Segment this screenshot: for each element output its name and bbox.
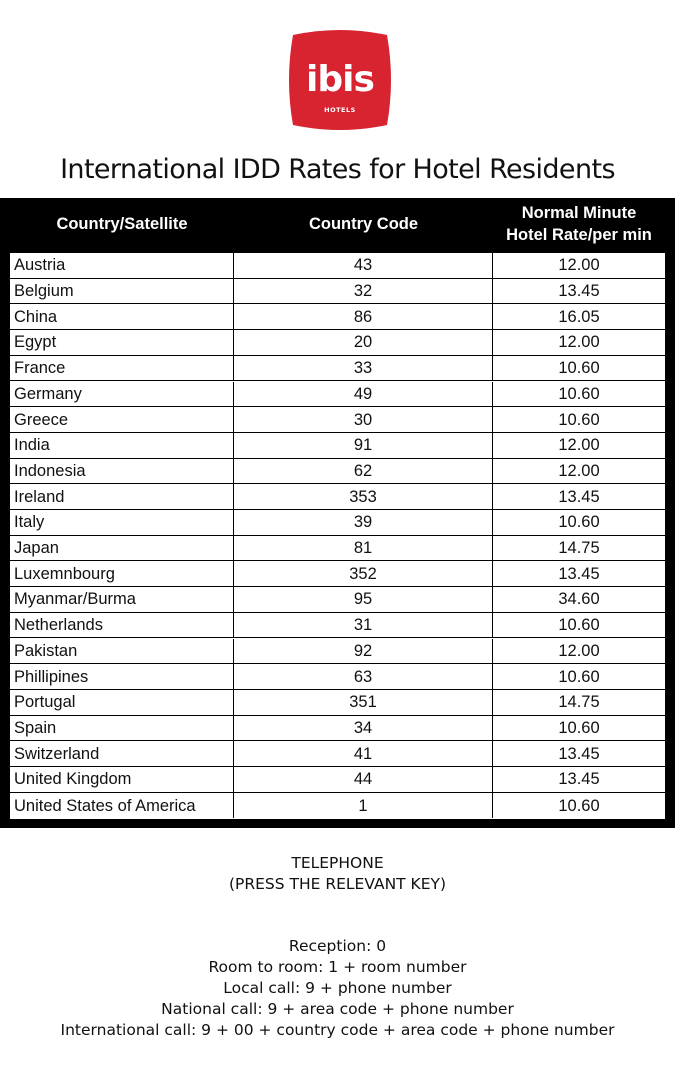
cell-country-code: 62 (234, 459, 493, 484)
cell-country: Portugal (10, 690, 234, 715)
cell-country: Belgium (10, 279, 234, 304)
cell-rate: 10.60 (558, 796, 600, 815)
instruction-line: Room to room: 1 + room number (208, 958, 467, 976)
instruction-line: Reception: 0 (288, 937, 387, 955)
cell-rate: 13.45 (558, 487, 600, 506)
table-row (10, 304, 665, 330)
cell-country-code: 32 (234, 279, 493, 304)
cell-country-code: 20 (234, 330, 493, 355)
cell-rate: 12.00 (558, 436, 600, 455)
table-row (10, 690, 665, 716)
table-row (10, 407, 665, 433)
cell-country: China (10, 304, 234, 329)
cell-country-code: 86 (234, 304, 493, 329)
cell-rate: 14.75 (558, 693, 600, 712)
cell-country-code: 92 (234, 639, 493, 664)
cell-country: Spain (10, 716, 234, 741)
table-row (10, 382, 665, 408)
table-row (10, 433, 665, 459)
cell-country: Netherlands (10, 613, 234, 638)
cell-rate: 16.05 (558, 307, 600, 326)
telephone-subheading: (PRESS THE RELEVANT KEY) (228, 875, 447, 893)
cell-country-code: 39 (234, 510, 493, 535)
table-row (10, 793, 665, 819)
table-row (10, 587, 665, 613)
cell-country-code: 31 (234, 613, 493, 638)
table-header (0, 198, 675, 250)
cell-rate: 13.45 (558, 564, 600, 583)
cell-country-code: 33 (234, 356, 493, 381)
cell-country: Egypt (10, 330, 234, 355)
table-row (10, 716, 665, 742)
header-country: Country/Satellite (56, 215, 188, 233)
cell-country-code: 352 (234, 561, 493, 586)
instruction-line: National call: 9 + area code + phone number (161, 1000, 514, 1018)
cell-country: Luxemnbourg (10, 561, 234, 586)
cell-country-code: 351 (234, 690, 493, 715)
cell-country: Ireland (10, 484, 234, 509)
cell-country-code: 43 (234, 253, 493, 278)
cell-country-code: 81 (234, 536, 493, 561)
cell-rate: 10.60 (558, 667, 600, 686)
cell-country-code: 30 (234, 407, 493, 432)
cell-country: Pakistan (10, 639, 234, 664)
table-body (10, 253, 665, 819)
logo-brand-text: ibis (306, 59, 374, 100)
table-row (10, 561, 665, 587)
table-row (10, 767, 665, 793)
cell-rate: 10.60 (558, 359, 600, 378)
cell-country: United States of America (10, 793, 234, 819)
cell-country: Switzerland (10, 741, 234, 766)
page-title: International IDD Rates for Hotel Residents (60, 154, 615, 185)
cell-rate: 14.75 (558, 539, 600, 558)
cell-rate: 10.60 (558, 718, 600, 737)
cell-rate: 13.45 (558, 770, 600, 789)
cell-country-code: 63 (234, 664, 493, 689)
table-row (10, 279, 665, 305)
logo-sub-text: HOTELS (324, 106, 356, 114)
cell-country: Germany (10, 382, 234, 407)
instruction-line: Local call: 9 + phone number (223, 979, 452, 997)
cell-country-code: 34 (234, 716, 493, 741)
table-row (10, 536, 665, 562)
table-row (10, 484, 665, 510)
cell-rate: 12.00 (558, 256, 600, 275)
cell-country: Italy (10, 510, 234, 535)
table-row (10, 613, 665, 639)
cell-country: India (10, 433, 234, 458)
cell-rate: 10.60 (558, 410, 600, 429)
cell-rate: 12.00 (558, 333, 600, 352)
table-row (10, 330, 665, 356)
cell-rate: 10.60 (558, 513, 600, 532)
table-row (10, 639, 665, 665)
cell-country-code: 91 (234, 433, 493, 458)
cell-rate: 10.60 (558, 616, 600, 635)
cell-country: France (10, 356, 234, 381)
cell-rate: 12.00 (558, 641, 600, 660)
cell-country-code: 353 (234, 484, 493, 509)
dialing-instructions (0, 936, 675, 1041)
rates-table (0, 198, 675, 828)
header-country-code: Country Code (308, 215, 419, 233)
cell-rate: 13.45 (558, 744, 600, 763)
cell-country-code: 49 (234, 382, 493, 407)
telephone-heading: TELEPHONE (291, 854, 384, 872)
cell-country-code: 44 (234, 767, 493, 792)
cell-country: United Kingdom (10, 767, 234, 792)
ibis-hotels-logo (287, 27, 393, 133)
cell-rate: 12.00 (558, 461, 600, 480)
cell-country: Japan (10, 536, 234, 561)
cell-country: Austria (10, 253, 234, 278)
telephone-section (0, 853, 675, 895)
cell-country-code: 95 (234, 587, 493, 612)
table-row (10, 253, 665, 279)
table-row (10, 356, 665, 382)
table-row (10, 459, 665, 485)
table-row (10, 741, 665, 767)
cell-country: Greece (10, 407, 234, 432)
header-rate: Normal Minute Hotel Rate/per min (506, 204, 652, 244)
cell-country: Indonesia (10, 459, 234, 484)
cell-country: Phillipines (10, 664, 234, 689)
cell-country-code: 1 (234, 793, 493, 819)
instruction-line: International call: 9 + 00 + country code + area code + phone number (60, 1021, 615, 1039)
cell-rate: 34.60 (558, 590, 600, 609)
cell-rate: 13.45 (558, 282, 600, 301)
table-row (10, 510, 665, 536)
cell-country: Myanmar/Burma (10, 587, 234, 612)
ibis-logo-graphic (287, 27, 393, 133)
table-row (10, 664, 665, 690)
cell-country-code: 41 (234, 741, 493, 766)
cell-rate: 10.60 (558, 384, 600, 403)
